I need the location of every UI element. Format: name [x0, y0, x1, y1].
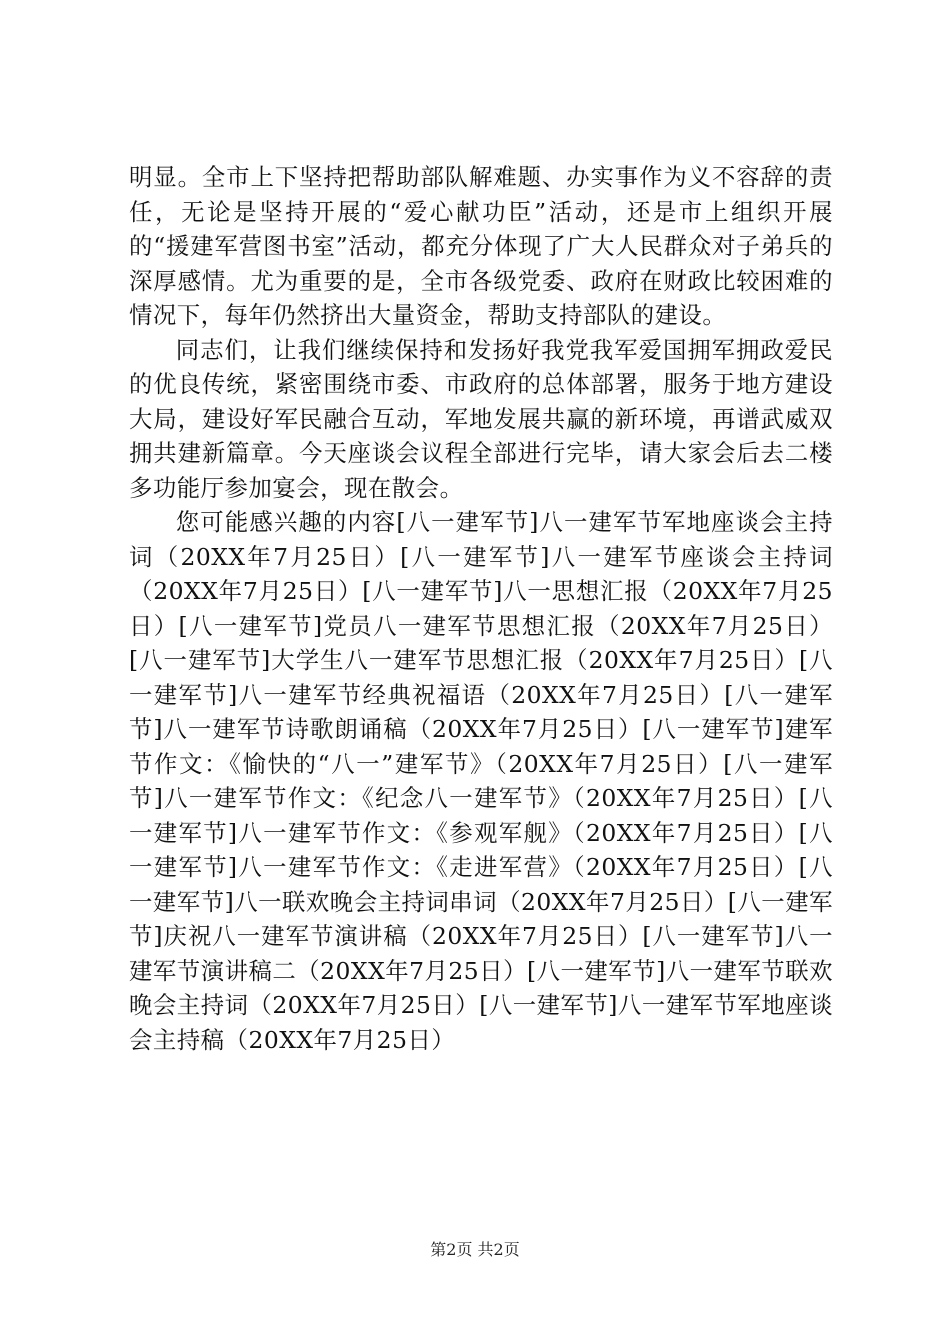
- paragraph-closing-remarks-1: 明显。全市上下坚持把帮助部队解难题、办实事作为义不容辞的责任，无论是坚持开展的“爱心献功臣”活动，还是市上组织开展的“援建军营图书室”活动，都充分体现了广大人民群众对子弟兵的深厚感情。尤为重要的是，全市各级党委、政府在财政比较困难的情况下，每年仍然挤出大量资金，帮助支持部队的建设。: [129, 163, 833, 329]
- page-footer-page-number: 第2页 共2页: [430, 1240, 520, 1259]
- document-body: [129, 160, 833, 1057]
- paragraph-closing-remarks-2: 同志们，让我们继续保持和发扬好我党我军爱国拥军拥政爱民的优良传统，紧密围绕市委、市政府的总体部署，服务于地方建设大局，建设好军民融合互动，军地发展共赢的新环境，再谱武威双拥共建新篇章。今天座谈会议程全部进行完毕，请大家会后去二楼多功能厅参加宴会，现在散会。: [129, 335, 833, 502]
- paragraph-related-content: 您可能感兴趣的内容[八一建军节]八一建军节军地座谈会主持词（20XX年7月25日）[八一建军节]八一建军节座谈会主持词（20XX年7月25日）[八一建军节]八一思想汇报（20XX年7月25日）[八一建军节]党员八一建军节思想汇报（20XX年7月25日）[八一建军节]大学生八一建军节思想汇报（20XX年7月25日）[八一建军节]八一建军节经典祝福语（20XX年7月25日）[八一建军节]八一建军节诗歌朗诵稿（20XX年7月25日）[八一建军节]建军节作文：《愉快的“八一”建军节》（20XX年7月25日）[八一建军节]八一建军节作文：《纪念八一建军节》（20XX年7月25日）[八一建军节]八一建军节作文：《参观军舰》（20XX年7月25日）[八一建军节]八一建军节作文：《走进军营》（20XX年7月25日）[八一建军节]八一联欢晚会主持词串词（20XX年7月25日）[八一建军节]庆祝八一建军节演讲稿（20XX年7月25日）[八一建军节]八一建军节演讲稿二（20XX年7月25日）[八一建军节]八一建军节联欢晚会主持词（20XX年7月25日）[八一建军节]八一建军节军地座谈会主持稿（20XX年7月25日）: [129, 508, 833, 1054]
